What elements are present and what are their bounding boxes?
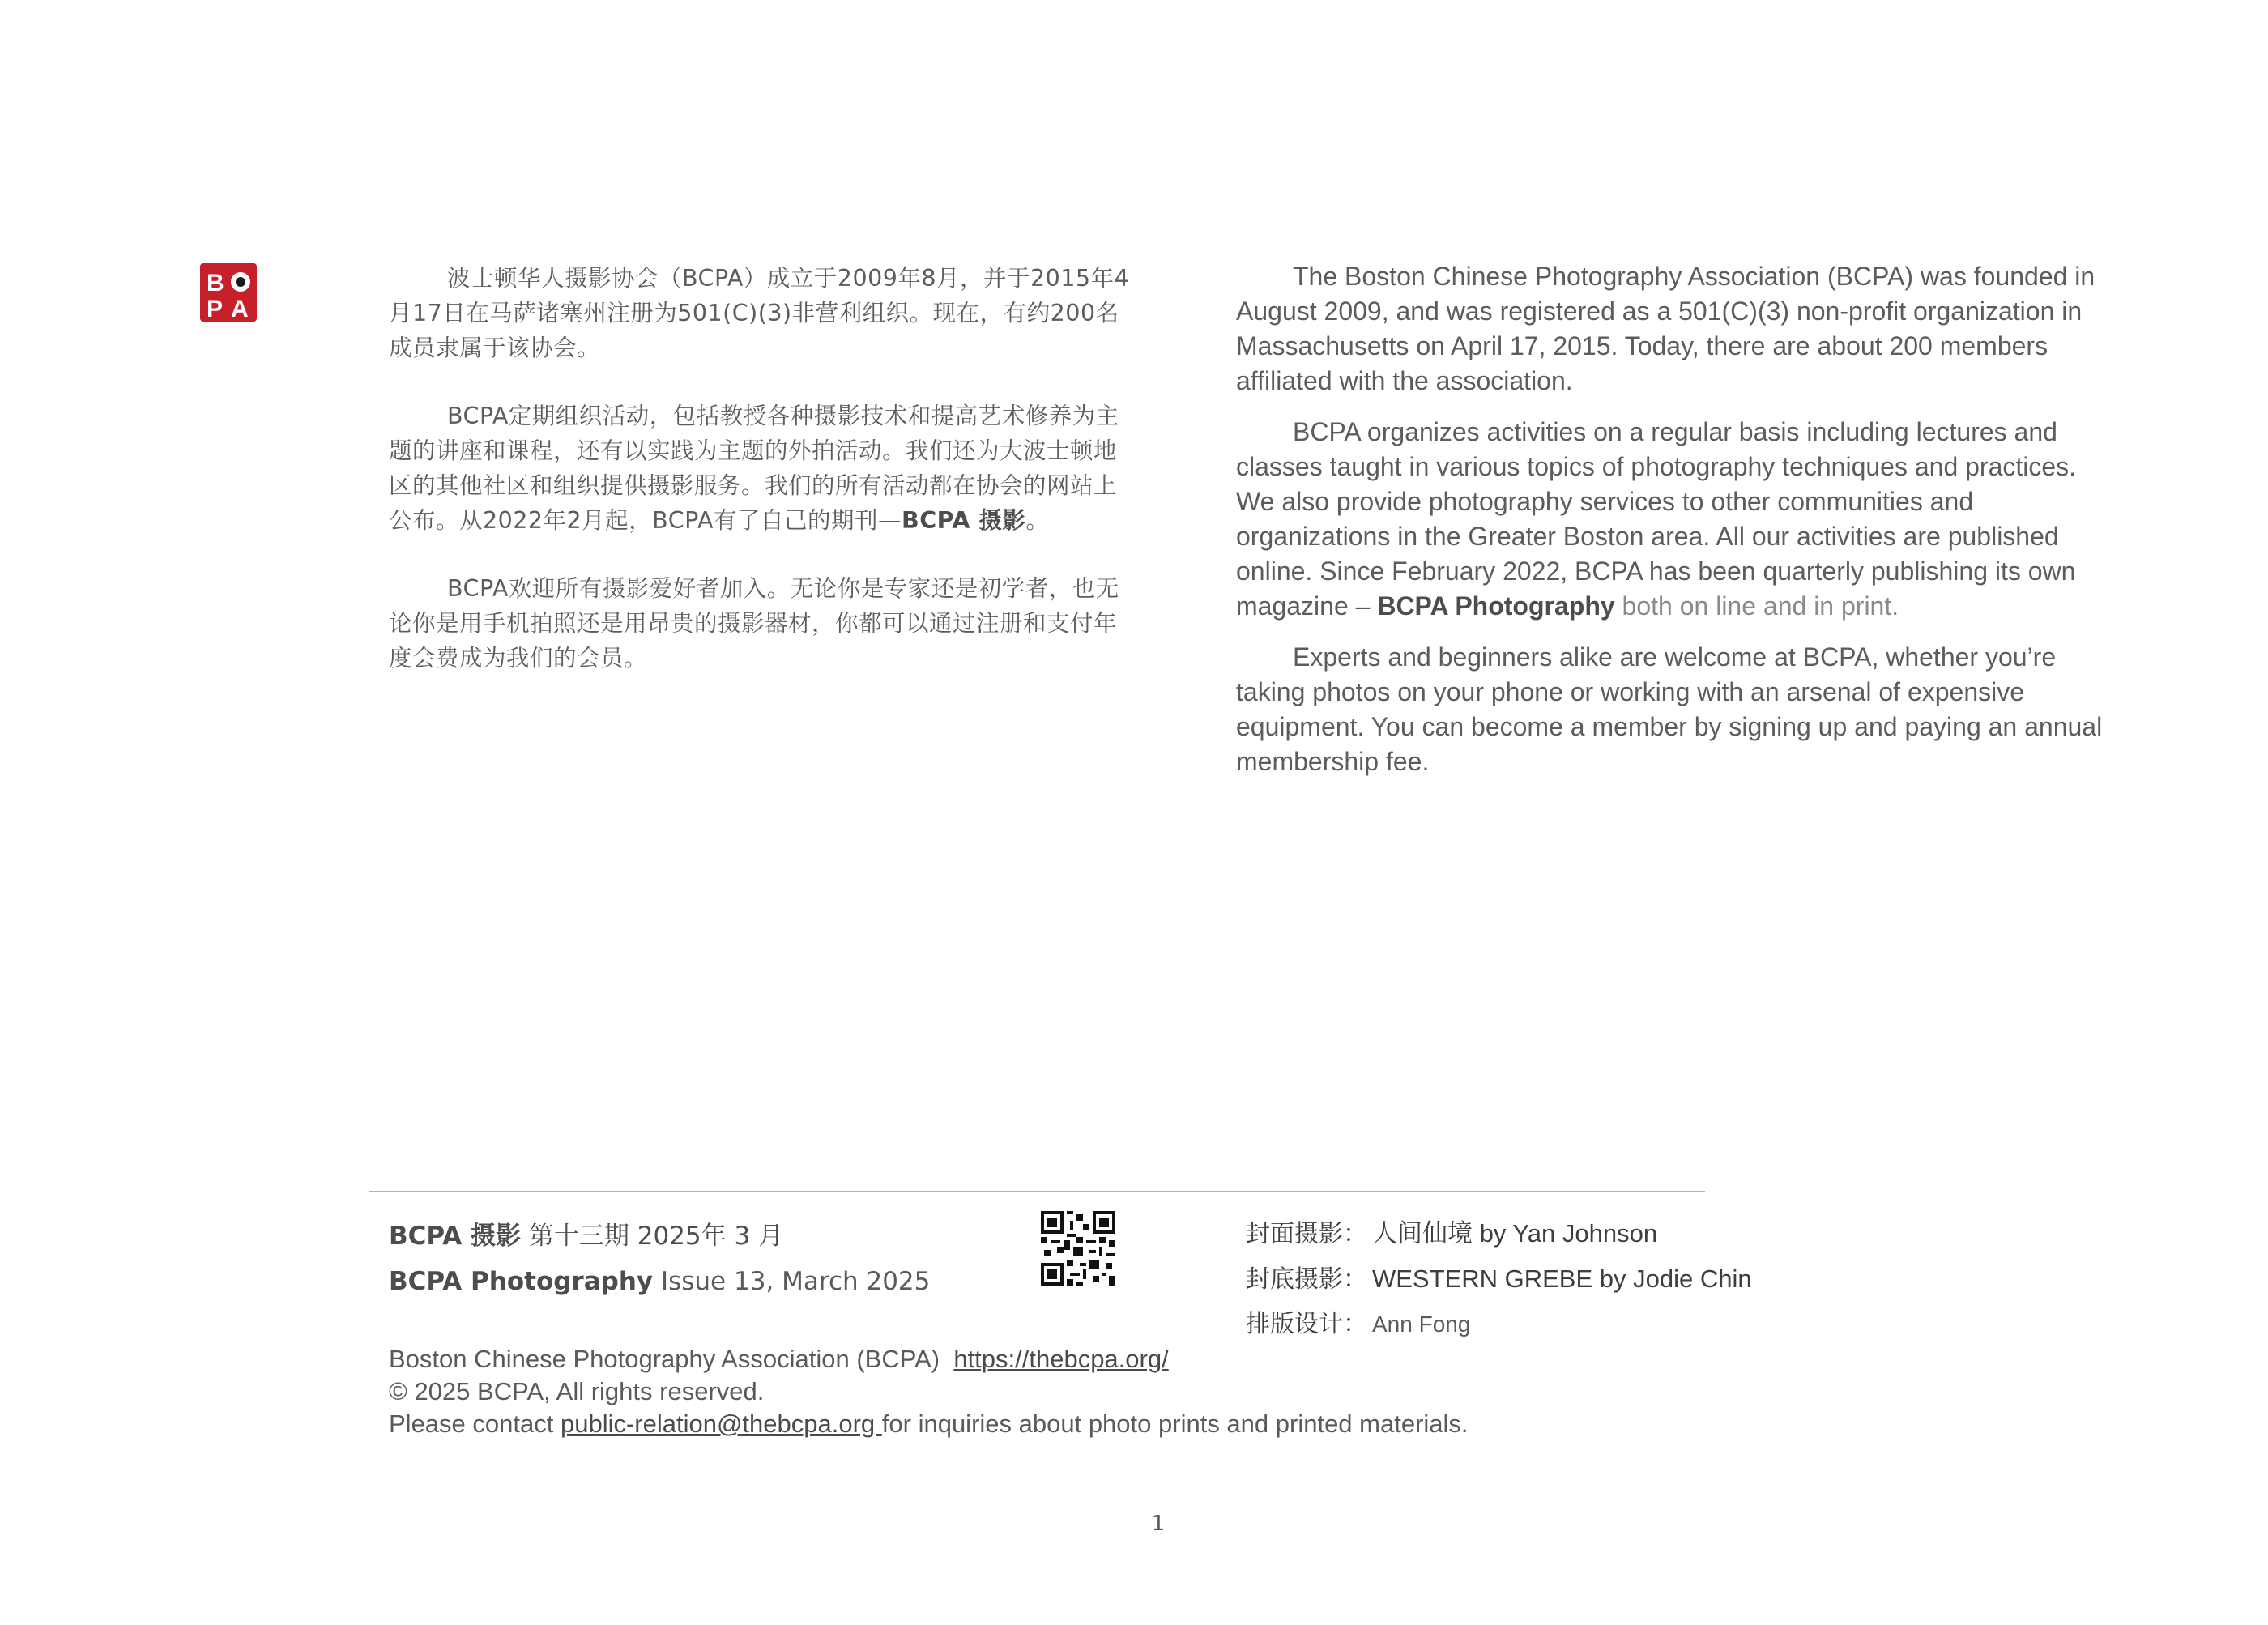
issue-zh-title: BCPA 摄影 xyxy=(389,1222,522,1251)
issue-info xyxy=(389,1213,930,1304)
zh-p2-end: 。 xyxy=(1025,507,1050,534)
organization-info xyxy=(389,1343,1469,1440)
zh-paragraph-1: 波士顿华人摄影协会（BCPA）成立于2009年8月，并于2015年4月17日在马萨诸塞州注册为501(C)(3)非营利组织。现在，有约200名成员隶属于该协会。 xyxy=(389,265,1130,361)
copyright: © 2025 BCPA, All rights reserved. xyxy=(389,1377,765,1405)
bcpa-logo-mark xyxy=(200,263,257,322)
page-number: 1 xyxy=(1151,1512,1166,1536)
contact-post: for inquiries about photo prints and printed materials. xyxy=(881,1410,1469,1438)
logo-letter-a: A xyxy=(231,296,249,322)
en-paragraph-1: The Boston Chinese Photography Association (BCPA) was founded in August 2009, and was registered as a 501(C)(3) non-profit organization in Massachusetts on April 17, 2015. Today, there are about 200 members affiliated with the association. xyxy=(1236,262,2095,395)
en-p2-end: both on line and in print. xyxy=(1614,591,1899,621)
credit-cover-value: 人间仙境 by Yan Johnson xyxy=(1372,1219,1658,1248)
qr-code-icon[interactable] xyxy=(1041,1211,1115,1286)
credit-layout-value: Ann Fong xyxy=(1372,1312,1471,1337)
bcpa-logo xyxy=(200,263,257,322)
contact-pre: Please contact xyxy=(389,1410,561,1438)
en-paragraph-3: Experts and beginners alike are welcome at BCPA, whether you’re taking photos on your phone or working with an arsenal of expensive equipment. You can become a member by signing up and paying an annual membership fee. xyxy=(1236,642,2103,776)
issue-en xyxy=(389,1259,930,1304)
issue-zh xyxy=(389,1213,930,1259)
credit-back-value: WESTERN GREBE by Jodie Chin xyxy=(1372,1265,1752,1293)
logo-letter-b: B xyxy=(207,270,224,296)
logo-letter-p: P xyxy=(207,296,224,322)
credit-layout xyxy=(1246,1302,1752,1347)
credit-layout-label: 排版设计： xyxy=(1246,1310,1367,1338)
issue-en-number: Issue 13, March 2025 xyxy=(653,1267,931,1296)
contact-line xyxy=(389,1408,1469,1440)
credit-cover-label: 封面摄影： xyxy=(1246,1220,1367,1248)
org-line xyxy=(389,1343,1469,1375)
org-name: Boston Chinese Photography Association (BCPA) xyxy=(389,1345,940,1373)
credit-cover xyxy=(1246,1211,1752,1256)
zh-p2-text: BCPA定期组织活动，包括教授各种摄影技术和提高艺术修养为主题的讲座和课程，还有以实践为主题的外拍活动。我们还为大波士顿地区的其他社区和组织提供摄影服务。我们的所有活动都在协会的网站上公布。从2022年2月起，BCPA有了自己的期刊— xyxy=(389,403,1119,534)
issue-zh-number: 第十三期 2025年 3 月 xyxy=(521,1222,784,1251)
zh-paragraph-2 xyxy=(389,399,1134,538)
org-website-link[interactable]: https://thebcpa.org/ xyxy=(953,1345,1169,1373)
credit-back-label: 封底摄影： xyxy=(1246,1265,1367,1294)
footer-divider xyxy=(369,1191,1705,1192)
en-p2-text: BCPA organizes activities on a regular basis including lectures and classes taught in various topics of photography techniques and practices. We also provide photography services to other communities and organizations in the Greater Boston area. All our activities are published online. Since February 2022, BCPA has been quarterly publishing its own magazine – xyxy=(1236,417,2077,621)
credit-back-cover xyxy=(1246,1256,1752,1302)
en-magazine-name: BCPA Photography xyxy=(1377,591,1615,621)
english-intro-column xyxy=(1236,259,2119,795)
zh-magazine-name: BCPA 摄影 xyxy=(901,507,1026,534)
issue-en-title: BCPA Photography xyxy=(389,1267,654,1296)
en-paragraph-2 xyxy=(1236,415,2119,624)
chinese-intro-column xyxy=(389,261,1134,709)
credits xyxy=(1246,1211,1752,1347)
contact-email-link[interactable]: public-relation@thebcpa.org xyxy=(560,1410,882,1438)
zh-paragraph-3: BCPA欢迎所有摄影爱好者加入。无论你是专家还是初学者，也无论你是用手机拍照还是用昂贵的摄影器材，你都可以通过注册和支付年度会费成为我们的会员。 xyxy=(389,575,1119,672)
